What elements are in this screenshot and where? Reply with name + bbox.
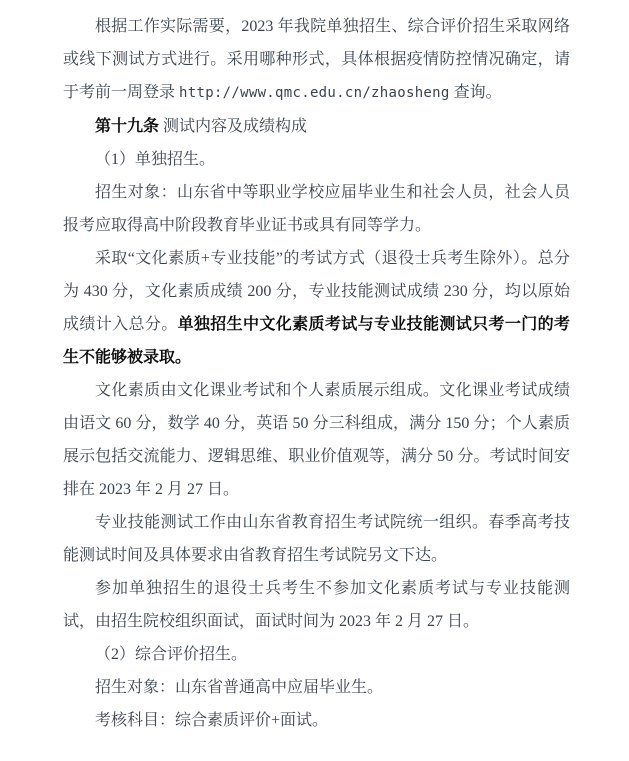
- exam-scheme-normal-text: 采取“文化素质+专业技能”的考试方式（退役士兵考生除外）。总分为 430 分，文化素质成绩 200 分，专业技能测试成绩 230 分，均以原始成绩计入总分。: [63, 250, 570, 333]
- paragraph-assessment-subjects: 考核科目：综合素质评价+面试。: [95, 712, 329, 729]
- paragraph-skill-test-organization: 专业技能测试工作由山东省教育招生考试院统一组织。春季高考技能测试时间及具体要求由省教育招生考试院另文下达。: [63, 514, 570, 564]
- paragraph-cultural-quality-composition: 文化素质由文化课业考试和个人素质展示组成。文化课业考试成绩由语文 60 分，数学 40 分，英语 50 分三科组成，满分 150 分；个人素质展示包括交流能力、逻辑思维、职业价值观等，满分 50 分。考试时间安排在 2023 年 2 月 27 日。: [63, 382, 570, 498]
- paragraph-enrollment-targets-comprehensive: 招生对象：山东省普通高中应届毕业生。: [95, 679, 384, 696]
- article-19-title: 测试内容及成绩构成: [159, 118, 308, 135]
- paragraph-article-19-heading: [63, 110, 570, 143]
- admissions-url: http://www.qmc.edu.cn/zhaosheng: [179, 85, 450, 101]
- paragraph-test-format-notice: [63, 10, 570, 110]
- article-19-number: 第十九条: [95, 118, 160, 135]
- paragraph-veteran-interview: 参加单独招生的退役士兵考生不参加文化素质考试与专业技能测试，由招生院校组织面试，面试时间为 2023 年 2 月 27 日。: [63, 580, 570, 630]
- paragraph-exam-scheme-scores: [63, 242, 570, 374]
- paragraph-enrollment-targets-separate: 招生对象：山东省中等职业学校应届毕业生和社会人员，社会人员报考应取得高中阶段教育毕业证书或具有同等学力。: [63, 184, 570, 234]
- exam-scheme-bold-warning: 单独招生中文化素质考试与专业技能测试只考一门的考生不能够被录取。: [63, 316, 570, 366]
- test-format-text-after: 查询。: [449, 84, 502, 101]
- test-format-text-before: 根据工作实际需要，2023 年我院单独招生、综合评价招生采取网络或线下测试方式进行。采用哪种形式，具体根据疫情防控情况确定，请于考前一周登录: [63, 18, 570, 101]
- paragraph-item-1-separate-enrollment: （1）单独招生。: [95, 151, 216, 168]
- paragraph-item-2-comprehensive-evaluation: （2）综合评价招生。: [95, 646, 248, 663]
